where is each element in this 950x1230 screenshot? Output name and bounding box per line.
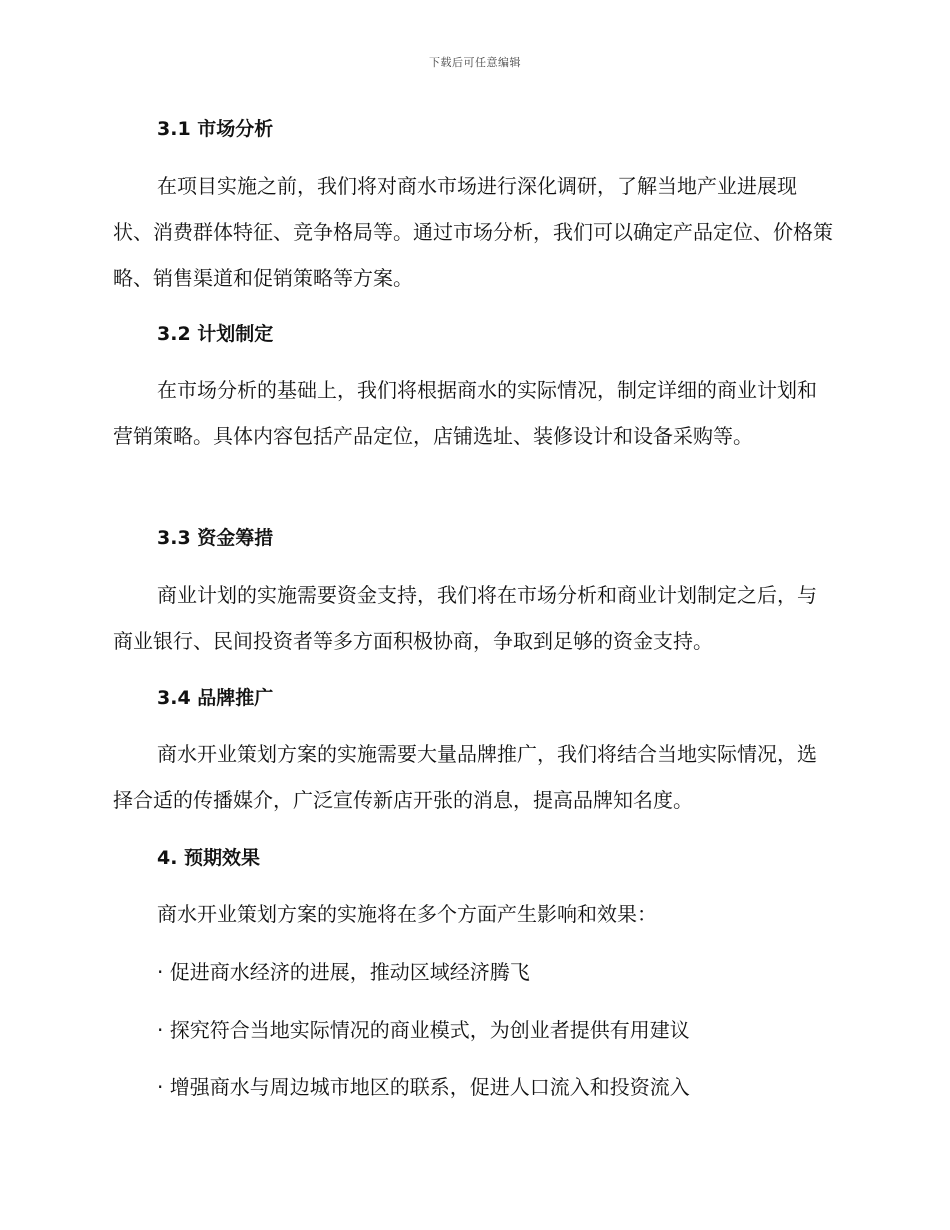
section-heading-4: 4. 预期效果	[157, 847, 261, 869]
page-header: 下载后可任意编辑	[429, 56, 521, 69]
bullet-item: · 促进商水经济的进展，推动区域经济腾飞	[157, 960, 530, 984]
section-heading-3-4: 3.4 品牌推广	[157, 687, 274, 709]
bullet-item: · 增强商水与周边城市地区的联系，促进人口流入和投资流入	[157, 1075, 690, 1099]
section-intro-4: 商水开业策划方案的实施将在多个方面产生影响和效果：	[157, 902, 657, 926]
section-body-3-3: 商业计划的实施需要资金支持，我们将在市场分析和商业计划制定之后，与商业银行、民间投资者等多方面积极协商，争取到足够的资金支持。	[113, 583, 817, 653]
section-heading-3-2: 3.2 计划制定	[157, 323, 274, 345]
section-heading-3-1: 3.1 市场分析	[157, 118, 274, 140]
bullet-item: · 探究符合当地实际情况的商业模式，为创业者提供有用建议	[157, 1018, 690, 1042]
section-heading-3-3: 3.3 资金筹措	[157, 527, 274, 549]
section-body-3-4: 商水开业策划方案的实施需要大量品牌推广，我们将结合当地实际情况，选择合适的传播媒介，广泛宣传新店开张的消息，提高品牌知名度。	[113, 742, 817, 812]
section-body-3-2: 在市场分析的基础上，我们将根据商水的实际情况，制定详细的商业计划和营销策略。具体内容包括产品定位，店铺选址、装修设计和设备采购等。	[113, 378, 817, 448]
section-body-3-1: 在项目实施之前，我们将对商水市场进行深化调研，了解当地产业进展现状、消费群体特征、竞争格局等。通过市场分析，我们可以确定产品定位、价格策略、销售渠道和促销策略等方案。	[113, 174, 833, 290]
